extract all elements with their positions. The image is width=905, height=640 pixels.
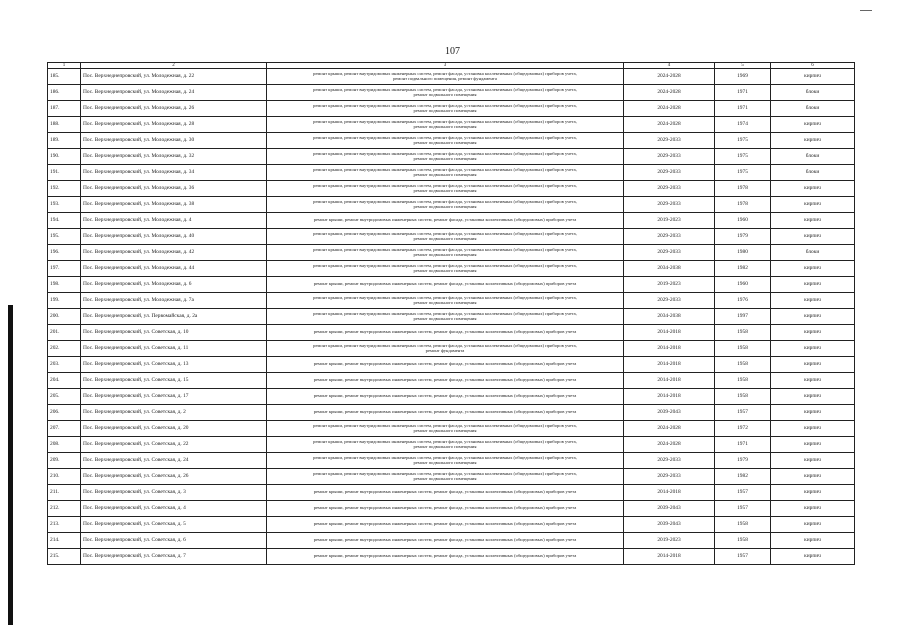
planned-works-line: ремонт крыши, ремонт внутридомовых инженерных систем, ремонт фасада, установка коллективных (общедомовых) приборов учета — [313, 361, 577, 367]
table-row — [48, 437, 855, 453]
planned-works-line: ремонт крыши, ремонт внутридомовых инженерных систем, ремонт фасада, установка коллективных (общедомовых) приборов учета, — [313, 198, 577, 204]
repair-period: 2024-2028 — [624, 69, 715, 85]
planned-works-line: ремонт крыши, ремонт внутридомовых инженерных систем, ремонт фасада, установка коллективных (общедомовых) приборов учета — [313, 489, 577, 495]
row-number: 211. — [48, 485, 81, 501]
repair-period: 2014-2018 — [624, 373, 715, 389]
repair-period: 2029-2033 — [624, 149, 715, 165]
build-year: 1978 — [715, 181, 771, 197]
row-number: 192. — [48, 181, 81, 197]
repair-period: 2019-2023 — [624, 533, 715, 549]
wall-material: кирпич — [771, 229, 855, 245]
repair-period: 2014-2018 — [624, 357, 715, 373]
repair-period: 2039-2043 — [624, 501, 715, 517]
table-row — [48, 405, 855, 421]
planned-works — [267, 181, 624, 197]
wall-material: кирпич — [771, 325, 855, 341]
planned-works — [267, 437, 624, 453]
table-row — [48, 277, 855, 293]
build-year: 1979 — [715, 229, 771, 245]
wall-material: кирпич — [771, 421, 855, 437]
row-number: 199. — [48, 293, 81, 309]
planned-works-line: ремонт крыши, ремонт внутридомовых инженерных систем, ремонт фасада, установка коллективных (общедомовых) приборов учета — [313, 217, 577, 223]
repair-program-table — [47, 62, 855, 565]
build-year: 1975 — [715, 165, 771, 181]
planned-works — [267, 453, 624, 469]
table-row — [48, 261, 855, 277]
build-year: 1975 — [715, 149, 771, 165]
row-number: 212. — [48, 501, 81, 517]
row-number: 188. — [48, 117, 81, 133]
column-header: 4 — [624, 63, 715, 69]
table-row — [48, 325, 855, 341]
build-year: 1958 — [715, 517, 771, 533]
wall-material: кирпич — [771, 437, 855, 453]
planned-works-line: ремонт крыши, ремонт внутридомовых инженерных систем, ремонт фасада, установка коллективных (общедомовых) приборов учета, — [313, 310, 577, 316]
repair-period: 2019-2023 — [624, 277, 715, 293]
planned-works — [267, 405, 624, 421]
build-year: 1976 — [715, 293, 771, 309]
row-number: 213. — [48, 517, 81, 533]
table-row — [48, 85, 855, 101]
wall-material: кирпич — [771, 485, 855, 501]
wall-material: кирпич — [771, 517, 855, 533]
build-year: 1958 — [715, 389, 771, 405]
row-number: 197. — [48, 261, 81, 277]
build-year: 1980 — [715, 245, 771, 261]
wall-material: кирпич — [771, 533, 855, 549]
row-number: 191. — [48, 165, 81, 181]
planned-works-line: ремонт крыши, ремонт внутридомовых инженерных систем, ремонт фасада, установка коллективных (общедомовых) приборов учета, — [313, 102, 577, 108]
house-address: Пос. Верхнеднепровский, ул. Молодежная, д. 44 — [81, 261, 267, 277]
table-row — [48, 485, 855, 501]
row-number: 194. — [48, 213, 81, 229]
repair-period: 2029-2033 — [624, 181, 715, 197]
repair-period: 2029-2033 — [624, 453, 715, 469]
repair-period: 2014-2018 — [624, 485, 715, 501]
house-address: Пос. Верхнеднепровский, ул. Советская, д. 11 — [81, 341, 267, 357]
planned-works — [267, 117, 624, 133]
repair-period: 2039-2043 — [624, 517, 715, 533]
repair-period: 2019-2023 — [624, 213, 715, 229]
wall-material: кирпич — [771, 69, 855, 85]
planned-works-line: ремонт крыши, ремонт внутридомовых инженерных систем, ремонт фасада, установка коллективных (общедомовых) приборов учета, — [313, 134, 577, 140]
planned-works — [267, 261, 624, 277]
repair-period: 2014-2018 — [624, 341, 715, 357]
table-row — [48, 421, 855, 437]
wall-material: блоки — [771, 165, 855, 181]
row-number: 195. — [48, 229, 81, 245]
build-year: 1958 — [715, 325, 771, 341]
row-number: 198. — [48, 277, 81, 293]
table-row — [48, 149, 855, 165]
wall-material: кирпич — [771, 373, 855, 389]
table-row — [48, 389, 855, 405]
house-address: Пос. Верхнеднепровский, ул. Молодежная, д. 4 — [81, 213, 267, 229]
planned-works — [267, 277, 624, 293]
row-number: 190. — [48, 149, 81, 165]
house-address: Пос. Верхнеднепровский, ул. Молодежная, д. 7а — [81, 293, 267, 309]
planned-works-line: ремонт подвального помещения — [413, 91, 477, 97]
planned-works — [267, 69, 624, 85]
planned-works — [267, 373, 624, 389]
planned-works-line: ремонт подвального помещения — [413, 235, 477, 241]
repair-period: 2034-2038 — [624, 261, 715, 277]
house-address: Пос. Верхнеднепровский, ул. Советская, д. 4 — [81, 501, 267, 517]
planned-works — [267, 101, 624, 117]
planned-works-line: ремонт крыши, ремонт внутридомовых инженерных систем, ремонт фасада, установка коллективных (общедомовых) приборов учета — [313, 409, 577, 415]
planned-works — [267, 133, 624, 149]
planned-works-line: ремонт подвального помещения — [413, 475, 477, 481]
planned-works — [267, 293, 624, 309]
repair-period: 2029-2033 — [624, 197, 715, 213]
planned-works-line: ремонт крыши, ремонт внутридомовых инженерных систем, ремонт фасада, установка коллективных (общедомовых) приборов учета, — [313, 294, 577, 300]
house-address: Пос. Верхнеднепровский, ул. Советская, д. 20 — [81, 421, 267, 437]
build-year: 1971 — [715, 101, 771, 117]
house-address: Пос. Верхнеднепровский, ул. Советская, д. 6 — [81, 533, 267, 549]
row-number: 207. — [48, 421, 81, 437]
wall-material: блоки — [771, 101, 855, 117]
row-number: 196. — [48, 245, 81, 261]
house-address: Пос. Верхнеднепровский, ул. Молодежная, д. 22 — [81, 69, 267, 85]
wall-material: кирпич — [771, 277, 855, 293]
row-number: 208. — [48, 437, 81, 453]
build-year: 1960 — [715, 213, 771, 229]
build-year: 1974 — [715, 117, 771, 133]
planned-works-line: ремонт подвального помещения — [413, 171, 477, 177]
planned-works — [267, 149, 624, 165]
planned-works — [267, 469, 624, 485]
planned-works-line: ремонт крыши, ремонт внутридомовых инженерных систем, ремонт фасада, установка коллективных (общедомовых) приборов учета, — [313, 118, 577, 124]
planned-works-line: ремонт крыши, ремонт внутридомовых инженерных систем, ремонт фасада, установка коллективных (общедомовых) приборов учета, — [313, 166, 577, 172]
table-row — [48, 309, 855, 325]
column-header: 3 — [267, 63, 624, 69]
build-year: 1971 — [715, 85, 771, 101]
row-number: 201. — [48, 325, 81, 341]
wall-material: кирпич — [771, 357, 855, 373]
planned-works — [267, 341, 624, 357]
planned-works-line: ремонт подвального помещения — [413, 139, 477, 145]
planned-works-line: ремонт крыши, ремонт внутридомовых инженерных систем, ремонт фасада, установка коллективных (общедомовых) приборов учета — [313, 281, 577, 287]
table-row — [48, 69, 855, 85]
build-year: 1958 — [715, 341, 771, 357]
planned-works-line: ремонт подвального помещения — [413, 443, 477, 449]
scan-edge-shadow — [8, 305, 13, 625]
table-row — [48, 101, 855, 117]
planned-works — [267, 325, 624, 341]
wall-material: кирпич — [771, 453, 855, 469]
planned-works-line: ремонт подвального помещения — [413, 267, 477, 273]
repair-period: 2024-2028 — [624, 117, 715, 133]
house-address: Пос. Верхнеднепровский, ул. Молодежная, д. 40 — [81, 229, 267, 245]
planned-works-line: ремонт крыши, ремонт внутридомовых инженерных систем, ремонт фасада, установка коллективных (общедомовых) приборов учета, — [313, 70, 577, 76]
planned-works-line: ремонт подвального помещения — [413, 299, 477, 305]
build-year: 1957 — [715, 549, 771, 565]
house-address: Пос. Верхнеднепровский, ул. Советская, д. 17 — [81, 389, 267, 405]
build-year: 1958 — [715, 533, 771, 549]
row-number: 193. — [48, 197, 81, 213]
wall-material: кирпич — [771, 133, 855, 149]
planned-works-line: ремонт подвального помещения — [413, 123, 477, 129]
planned-works-line: ремонт подвального помещения — [413, 155, 477, 161]
house-address: Пос. Верхнеднепровский, ул. Советская, д. 22 — [81, 437, 267, 453]
planned-works — [267, 357, 624, 373]
row-number: 187. — [48, 101, 81, 117]
wall-material: кирпич — [771, 389, 855, 405]
wall-material: блоки — [771, 85, 855, 101]
repair-period: 2014-2018 — [624, 389, 715, 405]
column-header: 2 — [81, 63, 267, 69]
planned-works-line: ремонт подвального помещения — [413, 187, 477, 193]
wall-material: кирпич — [771, 261, 855, 277]
planned-works — [267, 549, 624, 565]
build-year: 1969 — [715, 69, 771, 85]
repair-period: 2024-2028 — [624, 437, 715, 453]
house-address: Пос. Верхнеднепровский, ул. Советская, д. 13 — [81, 357, 267, 373]
house-address: Пос. Верхнеднепровский, ул. Советская, д. 15 — [81, 373, 267, 389]
wall-material: блоки — [771, 149, 855, 165]
column-header: 6 — [771, 63, 855, 69]
planned-works-line: ремонт подвального помещения — [413, 315, 477, 321]
house-address: Пос. Верхнеднепровский, ул. Молодежная, д. 38 — [81, 197, 267, 213]
table-row — [48, 517, 855, 533]
house-address: Пос. Верхнеднепровский, ул. Молодежная, д. 28 — [81, 117, 267, 133]
planned-works — [267, 213, 624, 229]
planned-works-line: ремонт фундамента — [425, 347, 465, 353]
house-address: Пос. Верхнеднепровский, ул. Советская, д. 7 — [81, 549, 267, 565]
planned-works-line: ремонт крыши, ремонт внутридомовых инженерных систем, ремонт фасада, установка коллективных (общедомовых) приборов учета, — [313, 438, 577, 444]
build-year: 1971 — [715, 437, 771, 453]
row-number: 200. — [48, 309, 81, 325]
planned-works-line: ремонт крыши, ремонт внутридомовых инженерных систем, ремонт фасада, установка коллективных (общедомовых) приборов учета, — [313, 150, 577, 156]
table-row — [48, 501, 855, 517]
house-address: Пос. Верхнеднепровский, ул. Молодежная, д. 26 — [81, 101, 267, 117]
wall-material: кирпич — [771, 469, 855, 485]
wall-material: кирпич — [771, 501, 855, 517]
table-row — [48, 293, 855, 309]
wall-material: блоки — [771, 245, 855, 261]
repair-period: 2029-2033 — [624, 229, 715, 245]
row-number: 203. — [48, 357, 81, 373]
planned-works-line: ремонт подвального помещения, ремонт фундамента — [393, 75, 497, 81]
house-address: Пос. Верхнеднепровский, ул. Советская, д. 5 — [81, 517, 267, 533]
house-address: Пос. Верхнеднепровский, ул. Первомайская, д. 2а — [81, 309, 267, 325]
column-header: 5 — [715, 63, 771, 69]
table-row — [48, 549, 855, 565]
wall-material: кирпич — [771, 341, 855, 357]
column-header: 1 — [48, 63, 81, 69]
page-number: 107 — [445, 46, 460, 57]
row-number: 189. — [48, 133, 81, 149]
build-year: 1997 — [715, 309, 771, 325]
house-address: Пос. Верхнеднепровский, ул. Молодежная, д. 30 — [81, 133, 267, 149]
row-number: 206. — [48, 405, 81, 421]
repair-period: 2029-2033 — [624, 469, 715, 485]
planned-works-line: ремонт крыши, ремонт внутридомовых инженерных систем, ремонт фасада, установка коллективных (общедомовых) приборов учета, — [313, 454, 577, 460]
house-address: Пос. Верхнеднепровский, ул. Молодежная, д. 32 — [81, 149, 267, 165]
house-address: Пос. Верхнеднепровский, ул. Советская, д. 10 — [81, 325, 267, 341]
planned-works-line: ремонт подвального помещения — [413, 459, 477, 465]
planned-works — [267, 421, 624, 437]
house-address: Пос. Верхнеднепровский, ул. Советская, д. 3 — [81, 485, 267, 501]
build-year: 1957 — [715, 405, 771, 421]
house-address: Пос. Верхнеднепровский, ул. Советская, д. 2 — [81, 405, 267, 421]
planned-works — [267, 517, 624, 533]
wall-material: кирпич — [771, 117, 855, 133]
wall-material: кирпич — [771, 213, 855, 229]
build-year: 1979 — [715, 453, 771, 469]
row-number: 205. — [48, 389, 81, 405]
table-row — [48, 229, 855, 245]
table-row — [48, 197, 855, 213]
wall-material: кирпич — [771, 197, 855, 213]
wall-material: кирпич — [771, 309, 855, 325]
table-row — [48, 117, 855, 133]
build-year: 1972 — [715, 421, 771, 437]
wall-material: кирпич — [771, 181, 855, 197]
repair-period: 2024-2028 — [624, 101, 715, 117]
house-address: Пос. Верхнеднепровский, ул. Советская, д. 24 — [81, 453, 267, 469]
planned-works-line: ремонт крыши, ремонт внутридомовых инженерных систем, ремонт фасада, установка коллективных (общедомовых) приборов учета — [313, 377, 577, 383]
planned-works-line: ремонт крыши, ремонт внутридомовых инженерных систем, ремонт фасада, установка коллективных (общедомовых) приборов учета, — [313, 262, 577, 268]
wall-material: кирпич — [771, 293, 855, 309]
repair-period: 2014-2018 — [624, 549, 715, 565]
planned-works-line: ремонт крыши, ремонт внутридомовых инженерных систем, ремонт фасада, установка коллективных (общедомовых) приборов учета, — [313, 422, 577, 428]
house-address: Пос. Верхнеднепровский, ул. Молодежная, д. 34 — [81, 165, 267, 181]
planned-works — [267, 165, 624, 181]
planned-works-line: ремонт крыши, ремонт внутридомовых инженерных систем, ремонт фасада, установка коллективных (общедомовых) приборов учета, — [313, 470, 577, 476]
planned-works — [267, 229, 624, 245]
table-row — [48, 341, 855, 357]
row-number: 214. — [48, 533, 81, 549]
planned-works — [267, 197, 624, 213]
table-row — [48, 213, 855, 229]
planned-works — [267, 501, 624, 517]
planned-works-line: ремонт крыши, ремонт внутридомовых инженерных систем, ремонт фасада, установка коллективных (общедомовых) приборов учета — [313, 553, 577, 559]
planned-works-line: ремонт крыши, ремонт внутридомовых инженерных систем, ремонт фасада, установка коллективных (общедомовых) приборов учета, — [313, 230, 577, 236]
build-year: 1975 — [715, 133, 771, 149]
planned-works — [267, 389, 624, 405]
row-number: 186. — [48, 85, 81, 101]
wall-material: кирпич — [771, 405, 855, 421]
row-number: 185. — [48, 69, 81, 85]
build-year: 1958 — [715, 373, 771, 389]
repair-period: 2024-2028 — [624, 421, 715, 437]
scan-corner-mark — [860, 10, 872, 11]
planned-works — [267, 245, 624, 261]
planned-works-line: ремонт крыши, ремонт внутридомовых инженерных систем, ремонт фасада, установка коллективных (общедомовых) приборов учета, — [313, 246, 577, 252]
house-address: Пос. Верхнеднепровский, ул. Молодежная, д. 36 — [81, 181, 267, 197]
row-number: 204. — [48, 373, 81, 389]
build-year: 1960 — [715, 277, 771, 293]
build-year: 1957 — [715, 485, 771, 501]
planned-works — [267, 485, 624, 501]
planned-works — [267, 309, 624, 325]
planned-works-line: ремонт подвального помещения — [413, 427, 477, 433]
planned-works — [267, 533, 624, 549]
repair-period: 2014-2018 — [624, 325, 715, 341]
house-address: Пос. Верхнеднепровский, ул. Советская, д. 26 — [81, 469, 267, 485]
build-year: 1958 — [715, 357, 771, 373]
table-row — [48, 245, 855, 261]
table-row — [48, 133, 855, 149]
repair-period: 2034-2038 — [624, 309, 715, 325]
repair-period: 2029-2033 — [624, 133, 715, 149]
table-row — [48, 165, 855, 181]
table-row — [48, 469, 855, 485]
row-number: 215. — [48, 549, 81, 565]
row-number: 210. — [48, 469, 81, 485]
repair-period: 2039-2043 — [624, 405, 715, 421]
planned-works-line: ремонт крыши, ремонт внутридомовых инженерных систем, ремонт фасада, установка коллективных (общедомовых) приборов учета — [313, 537, 577, 543]
planned-works-line: ремонт крыши, ремонт внутридомовых инженерных систем, ремонт фасада, установка коллективных (общедомовых) приборов учета — [313, 521, 577, 527]
planned-works-line: ремонт крыши, ремонт внутридомовых инженерных систем, ремонт фасада, установка коллективных (общедомовых) приборов учета — [313, 329, 577, 335]
planned-works-line: ремонт крыши, ремонт внутридомовых инженерных систем, ремонт фасада, установка коллективных (общедомовых) приборов учета — [313, 505, 577, 511]
build-year: 1982 — [715, 261, 771, 277]
repair-period: 2029-2033 — [624, 245, 715, 261]
planned-works-line: ремонт крыши, ремонт внутридомовых инженерных систем, ремонт фасада, установка коллективных (общедомовых) приборов учета, — [313, 182, 577, 188]
row-number: 202. — [48, 341, 81, 357]
build-year: 1982 — [715, 469, 771, 485]
planned-works-line: ремонт крыши, ремонт внутридомовых инженерных систем, ремонт фасада, установка коллективных (общедомовых) приборов учета, — [313, 86, 577, 92]
repair-period: 2029-2033 — [624, 165, 715, 181]
planned-works-line: ремонт подвального помещения — [413, 107, 477, 113]
wall-material: кирпич — [771, 549, 855, 565]
row-number: 209. — [48, 453, 81, 469]
planned-works-line: ремонт крыши, ремонт внутридомовых инженерных систем, ремонт фасада, установка коллективных (общедомовых) приборов учета, — [313, 342, 577, 348]
repair-period: 2029-2033 — [624, 293, 715, 309]
house-address: Пос. Верхнеднепровский, ул. Молодежная, д. 42 — [81, 245, 267, 261]
table-row — [48, 533, 855, 549]
planned-works-line: ремонт подвального помещения — [413, 251, 477, 257]
house-address: Пос. Верхнеднепровский, ул. Молодежная, д. 6 — [81, 277, 267, 293]
planned-works-line: ремонт крыши, ремонт внутридомовых инженерных систем, ремонт фасада, установка коллективных (общедомовых) приборов учета — [313, 393, 577, 399]
build-year: 1978 — [715, 197, 771, 213]
table-row — [48, 373, 855, 389]
repair-period: 2024-2028 — [624, 85, 715, 101]
table-row — [48, 453, 855, 469]
house-address: Пос. Верхнеднепровский, ул. Молодежная, д. 24 — [81, 85, 267, 101]
table-row — [48, 357, 855, 373]
build-year: 1957 — [715, 501, 771, 517]
planned-works-line: ремонт подвального помещения — [413, 203, 477, 209]
planned-works — [267, 85, 624, 101]
table-row — [48, 181, 855, 197]
